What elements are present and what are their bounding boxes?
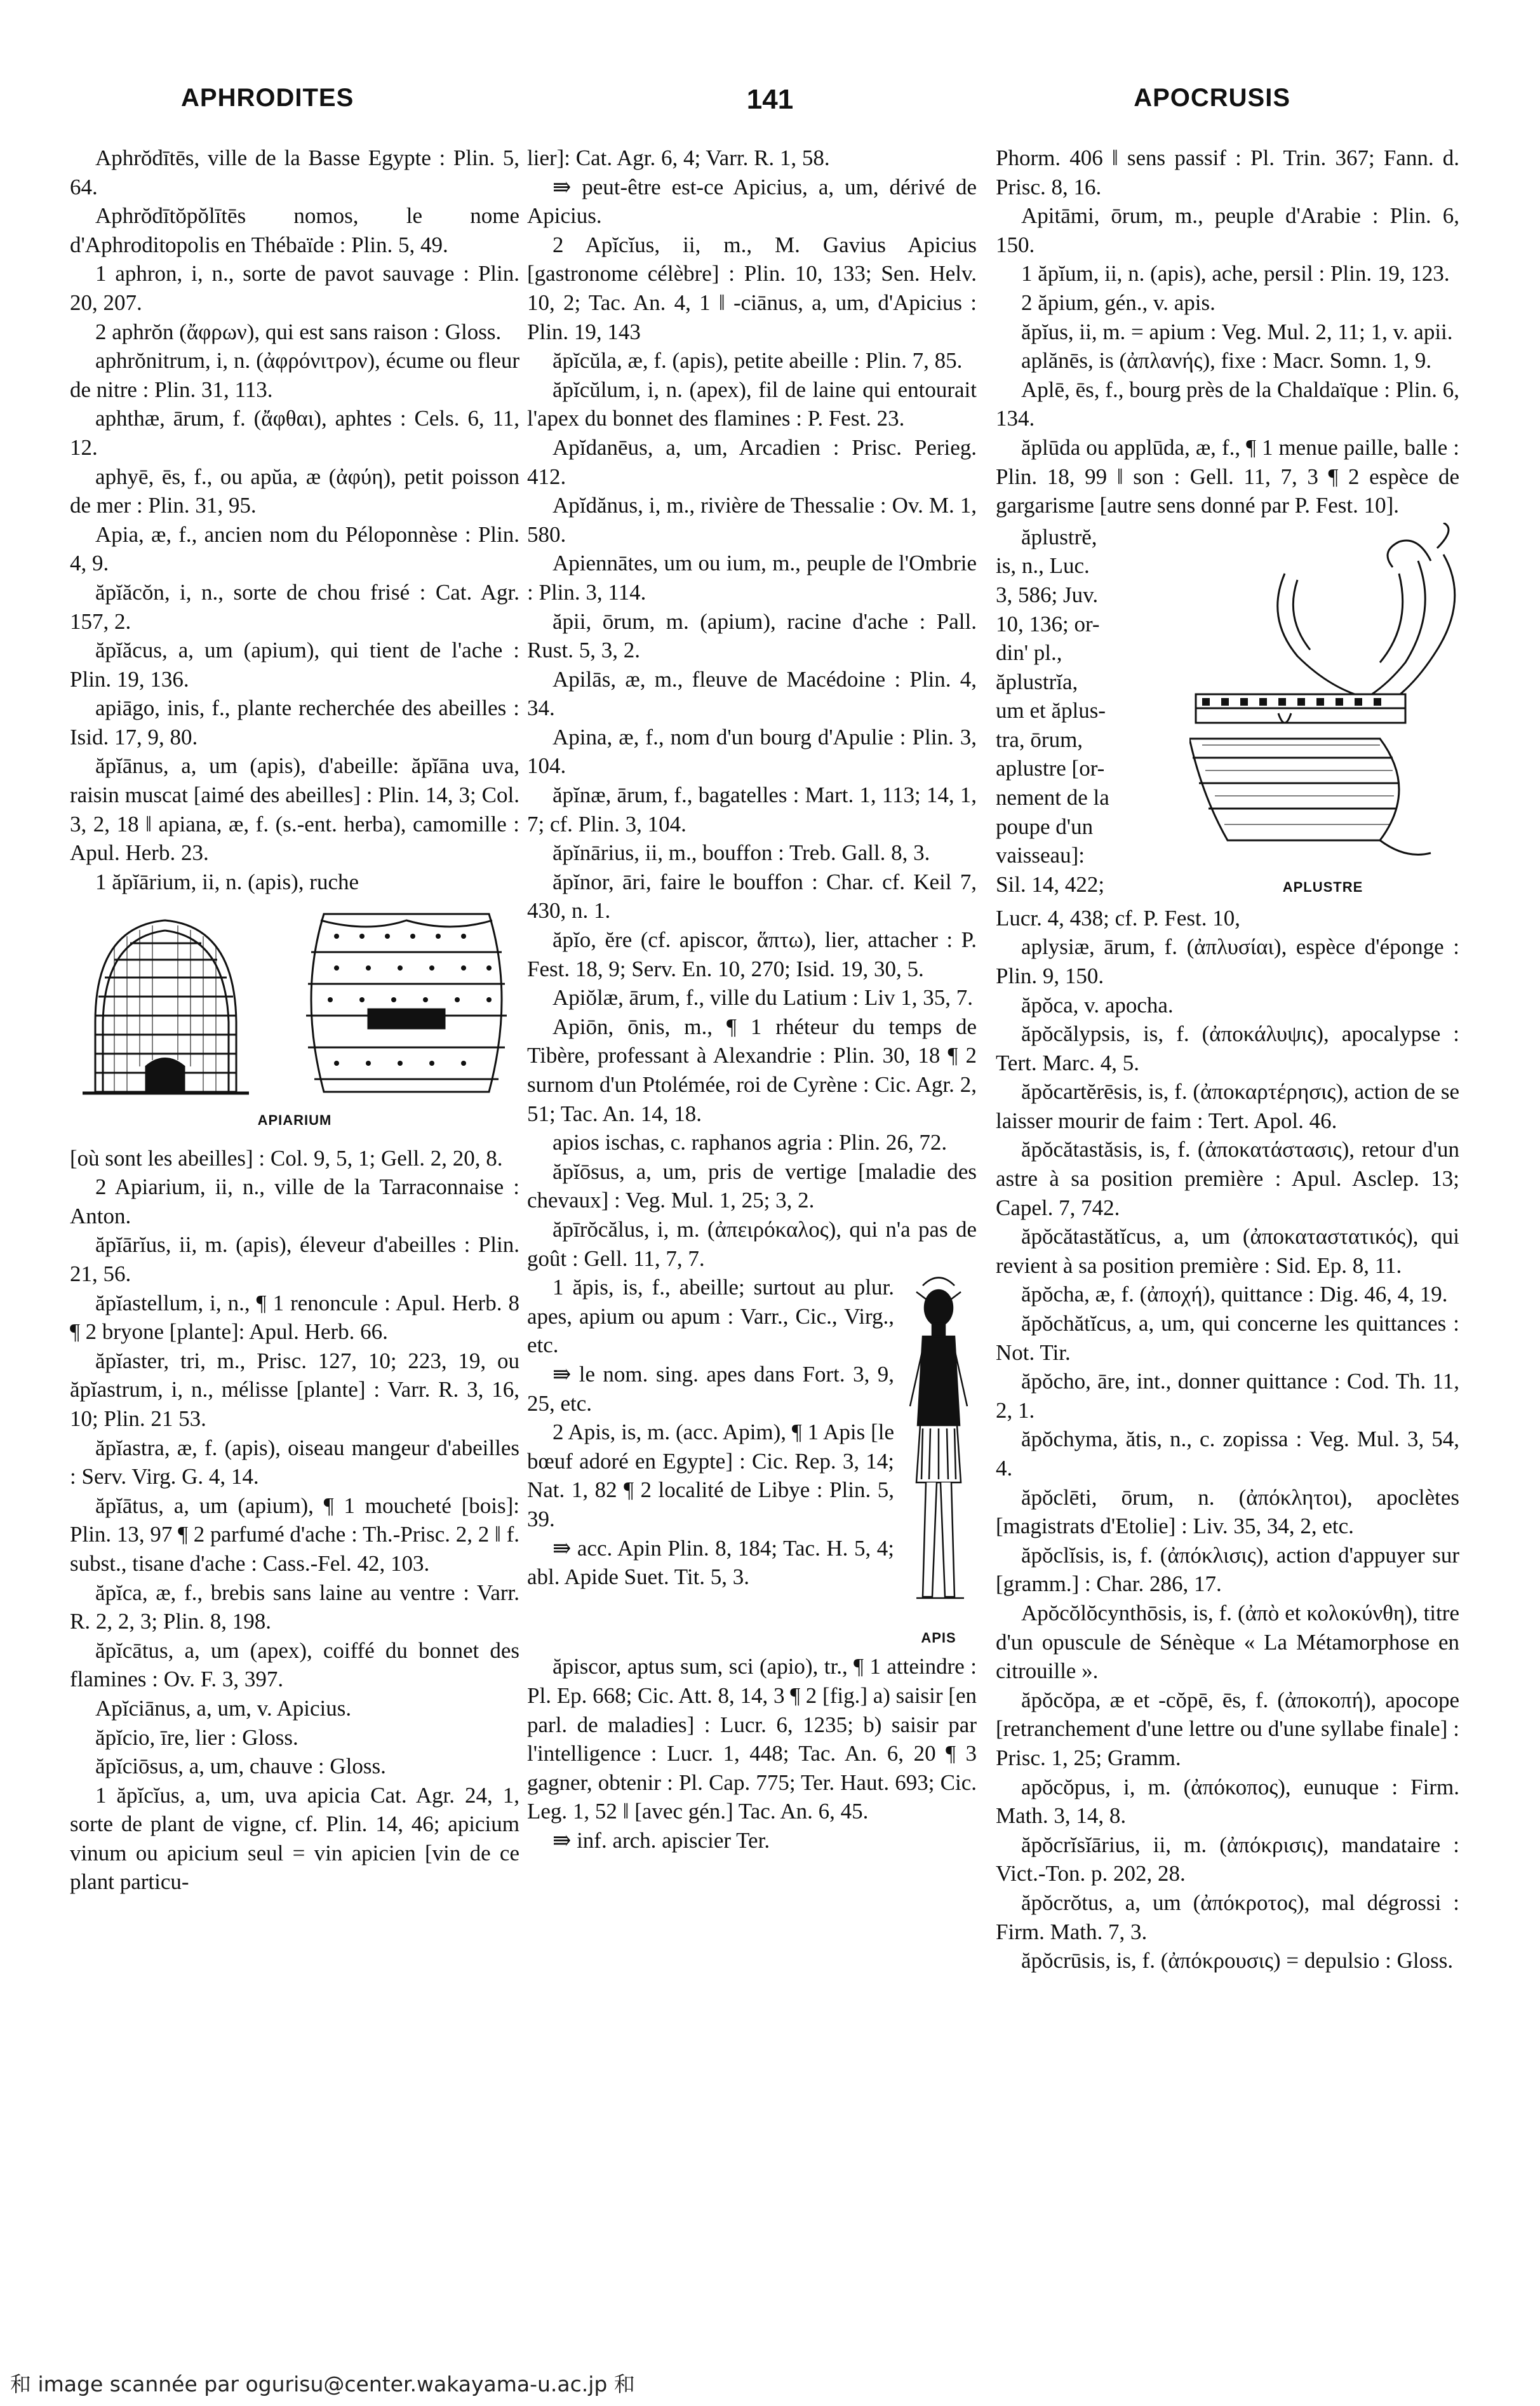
entry: ăpĭōsus, a, um, pris de vertige [maladie des chevaux] : Veg. Mul. 1, 25; 3, 2. — [527, 1159, 977, 1213]
figure-caption: APIARIUM — [257, 1112, 332, 1129]
entry: ăpĭnæ, ārum, f., bagatelles : Mart. 1, 113; 14, 1, 7; cf. Plin. 3, 104. — [527, 783, 977, 837]
entry-line: Sil. 14, 422; — [996, 871, 1105, 897]
entry-line: ăplustrĭa, — [996, 669, 1078, 694]
entry-line: is, n., Luc. — [996, 553, 1090, 579]
apis-figure — [901, 1273, 977, 1652]
entry-line: aplustre [or- — [996, 756, 1105, 781]
entry: ăpĭnārius, ii, m., bouffon : Treb. Gall. 8, 3. — [552, 840, 930, 866]
entry: 1 ăpis, is, f., abeille; surtout au plur. apes, apium ou apum : Varr., Cic., Virg., etc. — [527, 1275, 894, 1358]
entry: ăpĭaster, tri, m., Prisc. 127, 10; 223, 19, ou ăpĭastrum, i, n., mélisse [plante] : Varr. R. 3, 16, 10; Plin. 21 53. — [70, 1348, 519, 1431]
aplustre-entry — [996, 523, 1186, 899]
entry: ăpĭastellum, i, n., ¶ 1 renoncule : Apul. Herb. 8 ¶ 2 bryone [plante]: Apul. Herb. 66. — [70, 1290, 519, 1345]
entry-line: 10, 136; or- — [996, 611, 1100, 636]
entry: 1 ăpĭcĭus, a, um, uva apicia Cat. Agr. 24, 1, sorte de plant de vigne, cf. Plin. 14, 46; apicium vinum ou apicium seul = vin apicien [vin de ce plant particu- — [70, 1782, 519, 1895]
apiarium-figure — [70, 908, 519, 1134]
entry: 2 ăpium, gén., v. apis. — [1021, 290, 1215, 315]
figure-caption: APIS — [921, 1629, 956, 1646]
entry: ăpĭcātus, a, um (apex), coiffé du bonnet des flamines : Ov. F. 3, 397. — [70, 1637, 519, 1692]
apis-section — [527, 1273, 977, 1646]
entry: apios ischas, c. raphanos agria : Plin. 26, 72. — [552, 1130, 947, 1155]
entry-continuation: Lucr. 4, 438; cf. P. Fest. 10, — [996, 905, 1240, 931]
entry-line: um et ăplus- — [996, 698, 1106, 723]
entry: ăpŏcrūsis, is, f. (ἀπόκρουσις) = depulsio : Gloss. — [1021, 1948, 1454, 1973]
page-header — [0, 84, 1540, 128]
entry: Apĭdanēus, a, um, Arcadien : Prisc. Perieg. 412. — [527, 434, 977, 489]
entry: apŏcŏpus, i, m. (ἀπόκοπος), eunuque : Firm. Math. 3, 14, 8. — [996, 1774, 1459, 1829]
entry: ăpŏcartĕrēsis, is, f. (ἀποκαρτέρησις), action de se laisser mourir de faim : Tert. Apol. 46. — [996, 1079, 1459, 1133]
entry: ăpŏchătĭcus, a, um, qui concerne les quittances : Not. Tir. — [996, 1311, 1459, 1365]
entry: ⇛ le nom. sing. apes dans Fort. 3, 9, 25, etc. — [527, 1361, 894, 1416]
entry-line: poupe d'un — [996, 814, 1094, 839]
entry-line: nement de la — [996, 785, 1109, 810]
entry-continuation: Phorm. 406 ‖ sens passif : Pl. Trin. 367; Fann. d. Prisc. 8, 16. — [996, 145, 1459, 199]
aplustre-figure — [1186, 523, 1459, 902]
entry: Aphrŏdītŏpŏlītēs nomos, le nome d'Aphroditopolis en Thébaïde : Plin. 5, 49. — [70, 203, 519, 257]
entry: ăpĭnor, āri, faire le bouffon : Char. cf. Keil 7, 430, n. 1. — [527, 869, 977, 924]
aplustre-section — [996, 523, 1459, 904]
entry: aplysiæ, ārum, f. (ἀπλυσίαι), espèce d'éponge : Plin. 9, 150. — [996, 934, 1459, 988]
entry: ăpiscor, aptus sum, sci (apio), tr., ¶ 1 atteindre : Pl. Ep. 668; Cic. Att. 8, 14, 3 ¶ 2 [fig.] a) saisir [en parl. de maladies] : Lucr. 6, 1235; b) saisir par l'intelligence : Lucr. 1, 448; Tac. An. 6, 20 ¶ 3 gagner, obtenir : Pl. Cap. 775; Ter. Haut. 693; Cic. Leg. 1, 52 ‖ [avec gén.] Tac. An. 6, 45. — [527, 1654, 977, 1824]
entry: 2 Apĭcĭus, ii, m., M. Gavius Apicius [gastronome célèbre] : Plin. 10, 133; Sen. Helv. 10, 2; Tac. An. 4, 1 ‖ -ciānus, a, um, d'Apicius : Plin. 19, 143 — [527, 232, 977, 344]
entry: ăpŏclēti, ōrum, n. (ἀπόκλητοι), apoclètes [magistrats d'Etolie] : Liv. 35, 34, 2, etc. — [996, 1484, 1459, 1539]
entry: ăpĭcŭla, æ, f. (apis), petite abeille : Plin. 7, 85. — [552, 348, 963, 373]
entry: aphrŏnitrum, i, n. (ἀφρόνιτρον), écume ou fleur de nitre : Plin. 31, 113. — [70, 348, 519, 402]
entry: ăpŏcŏpa, æ et -cŏpē, ēs, f. (ἀποκοπή), apocope [retranchement d'une lettre ou d'une syllabe finale] : Prisc. 1, 25; Gramm. — [996, 1687, 1459, 1770]
entry-list — [70, 144, 519, 896]
entry: ăpĭca, æ, f., brebis sans laine au ventre : Varr. R. 2, 2, 3; Plin. 8, 198. — [70, 1580, 519, 1634]
entry: 1 aphron, i, n., sorte de pavot sauvage : Plin. 20, 207. — [70, 261, 519, 315]
entry: ăpĭārĭus, ii, m. (apis), éleveur d'abeilles : Plin. 21, 56. — [70, 1232, 519, 1286]
entry: ăpĭānus, a, um (apis), d'abeille: ăpĭāna uva, raisin muscat [aimé des abeilles] : Plin. 14, 3; Col. 3, 2, 18 ‖ apiana, æ, f. (s.-ent. herba), camomille : Apul. Herb. 23. — [70, 753, 519, 866]
beehive-illustration — [70, 908, 514, 1098]
entry: aphyē, ēs, f., ou apŭa, æ (ἀφύη), petit poisson de mer : Plin. 31, 95. — [70, 464, 519, 518]
entry: aphthæ, ārum, f. (ἄφθαι), aphtes : Cels. 6, 11, 12. — [70, 406, 519, 460]
ship-stern-illustration — [1189, 523, 1456, 866]
entry-list — [527, 144, 977, 1273]
entry-line: ăplustrĕ, — [1021, 524, 1097, 549]
entry-line: 3, 586; Juv. — [996, 582, 1099, 607]
entry: ăpŏcrŏtus, a, um (ἀπόκροτος), mal dégrossi : Firm. Math. 7, 3. — [996, 1890, 1459, 1944]
entry: Aplē, ēs, f., bourg près de la Chaldaïque : Plin. 6, 134. — [996, 377, 1459, 431]
entry: Apitāmi, ōrum, m., peuple d'Arabie : Plin. 6, 150. — [996, 203, 1459, 257]
entry: ăpŏcătastătĭcus, a, um (ἀποκαταστατικός), qui revient à sa position première : Sid. Ep. 8, 11. — [996, 1224, 1459, 1278]
column-2 — [527, 144, 977, 1855]
entry: Apiōn, ōnis, m., ¶ 1 rhéteur du temps de Tibère, professant à Alexandrie : Plin. 30, 18 ¶ 2 surnom d'un Ptolémée, roi de Cyrène : Cic. Agr. 2, 51; Tac. An. 14, 18. — [527, 1014, 977, 1126]
entry: Apiŏlæ, ārum, f., ville du Latium : Liv 1, 35, 7. — [552, 985, 974, 1011]
figure-caption: APLUSTRE — [1282, 879, 1363, 896]
entry: ăpĭo, ĕre (cf. apiscor, ἅπτω), lier, attacher : P. Fest. 18, 9; Serv. En. 10, 270; Isid. 19, 30, 5. — [527, 927, 977, 981]
entry: ăpĭcio, īre, lier : Gloss. — [95, 1724, 298, 1750]
entry: ăpĭciōsus, a, um, chauve : Gloss. — [95, 1754, 386, 1779]
apis-figure-illustration — [904, 1273, 974, 1616]
column-3 — [996, 144, 1459, 1975]
entry: ⇛ acc. Apin Plin. 8, 184; Tac. H. 5, 4; abl. Apide Suet. Tit. 5, 3. — [527, 1535, 894, 1590]
entry: aplănēs, is (ἀπλανής), fixe : Macr. Somn. 1, 9. — [1021, 348, 1432, 373]
entry: ăpŏcătastăsis, is, f. (ἀποκατάστασις), retour d'un astre à sa position première : Apul. Asclep. 13; Capel. 7, 742. — [996, 1137, 1459, 1220]
header-right-guide-word: APOCRUSIS — [1134, 84, 1290, 112]
entry: ăpŏclĭsis, is, f. (ἀπόκλισις), action d'appuyer sur [gramm.] : Char. 286, 17. — [996, 1542, 1459, 1597]
entry: Apŏcŏlŏcynthōsis, is, f. (ἀπὸ et κολοκύνθη), titre d'un opuscule de Sénèque « La Métamorphose en citrouille ». — [996, 1600, 1459, 1684]
entry: ăpŏcălypsis, is, f. (ἀποκάλυψις), apocalypse : Tert. Marc. 4, 5. — [996, 1021, 1459, 1075]
entry-list — [996, 904, 1459, 1975]
header-left-guide-word: APHRODITES — [181, 84, 354, 112]
entry: 2 Apis, is, m. (acc. Apim), ¶ 1 Apis [le bœuf adoré en Egypte] : Cic. Rep. 3, 14; Nat. 1, 82 ¶ 2 localité de Libye : Plin. 5, 39. — [527, 1420, 894, 1531]
entry: Apĭdănus, i, m., rivière de Thessalie : Ov. M. 1, 580. — [527, 493, 977, 547]
entry: ăpŏcrĭsĭārius, ii, m. (ἀπόκρισις), mandataire : Vict.-Ton. p. 202, 28. — [996, 1832, 1459, 1886]
entry: ăpŏca, v. apocha. — [1021, 992, 1174, 1018]
entry: ăpĭus, ii, m. = apium : Veg. Mul. 2, 11; 1, v. apii. — [1021, 319, 1453, 344]
entry: 2 aphrŏn (ἄφρων), qui est sans raison : Gloss. — [95, 319, 502, 344]
entry: ăpŏcha, æ, f. (ἀποχή), quittance : Dig. 46, 4, 19. — [1021, 1282, 1448, 1307]
entry: ăpĭăcŏn, i, n., sorte de chou frisé : Cat. Agr. 157, 2. — [70, 579, 519, 634]
entry: ăpii, ōrum, m. (apium), racine d'ache : Pall. Rust. 5, 3, 2. — [527, 608, 977, 663]
entry: Apilās, æ, m., fleuve de Macédoine : Plin. 4, 34. — [527, 666, 977, 721]
column-1 — [70, 144, 519, 1897]
entry: 1 ăpĭum, ii, n. (apis), ache, persil : Plin. 19, 123. — [1021, 261, 1450, 286]
entry: apiāgo, inis, f., plante recherchée des abeilles : Isid. 17, 9, 80. — [70, 696, 519, 749]
entry: Aphrŏdītēs, ville de la Basse Egypte : Plin. 5, 64. — [70, 145, 519, 199]
entry-list — [70, 1144, 519, 1897]
entry: 1 ăpĭārium, ii, n. (apis), ruche — [95, 869, 359, 894]
entry-line: vaisseau]: — [996, 843, 1085, 868]
entry: ăpŏcho, āre, int., donner quittance : Cod. Th. 11, 2, 1. — [996, 1369, 1459, 1423]
entry: ăpĭăcus, a, um (apium), qui tient de l'ache : Plin. 19, 136. — [70, 638, 519, 692]
entry: Apia, æ, f., ancien nom du Péloponnèse : Plin. 4, 9. — [70, 521, 519, 576]
entry: Apĭciānus, a, um, v. Apicius. — [95, 1695, 352, 1721]
entry: ăplūda ou applūda, æ, f., ¶ 1 menue paille, balle : Plin. 18, 99 ‖ son : Gell. 11, 7, 3 ¶ 2 espèce de gargarisme [autre sens donné par P. Fest. 10]. — [996, 434, 1459, 518]
entry-list — [996, 144, 1459, 520]
entry: ăpĭcŭlum, i, n. (apex), fil de laine qui entourait l'apex du bonnet des flamines : P. Fest. 23. — [527, 377, 977, 431]
entry: ⇛ inf. arch. apiscier Ter. — [552, 1827, 770, 1853]
entry-line: tra, ōrum, — [996, 727, 1083, 752]
entry: Apiennātes, um ou ium, m., peuple de l'Ombrie : Plin. 3, 114. — [527, 551, 977, 605]
entry: ăpĭastra, æ, f. (apis), oiseau mangeur d'abeilles : Serv. Virg. G. 4, 14. — [70, 1435, 519, 1489]
entry: 2 Apiarium, ii, n., ville de la Tarraconnaise : Anton. — [70, 1174, 519, 1228]
entry: ⇛ peut-être est-ce Apicius, a, um, dérivé de Apicius. — [527, 174, 977, 229]
entry: ăpĭātus, a, um (apium), ¶ 1 moucheté [bois]: Plin. 13, 97 ¶ 2 parfumé d'ache : Th.-Prisc. 2, 2 ‖ f. subst., tisane d'ache : Cass.-Fel. 42, 103. — [70, 1493, 519, 1576]
entry: ăpŏchyma, ătis, n., c. zopissa : Veg. Mul. 3, 54, 4. — [996, 1427, 1459, 1481]
page-number: 141 — [746, 84, 794, 115]
entry: Apina, æ, f., nom d'un bourg d'Apulie : Plin. 3, 104. — [527, 724, 977, 779]
entry-continuation: lier]: Cat. Agr. 6, 4; Varr. R. 1, 58. — [527, 145, 830, 170]
entry-line: din' pl., — [996, 640, 1062, 666]
scan-credit-footer: 和 image scannée par ogurisu@center.wakayama-u.ac.jp 和 — [10, 2372, 635, 2396]
entry-continuation: [où sont les abeilles] : Col. 9, 5, 1; Gell. 2, 20, 8. — [70, 1145, 503, 1171]
entry: ăpīrŏcălus, i, m. (ἀπειρόκαλος), qui n'a pas de goût : Gell. 11, 7, 7. — [527, 1216, 977, 1271]
